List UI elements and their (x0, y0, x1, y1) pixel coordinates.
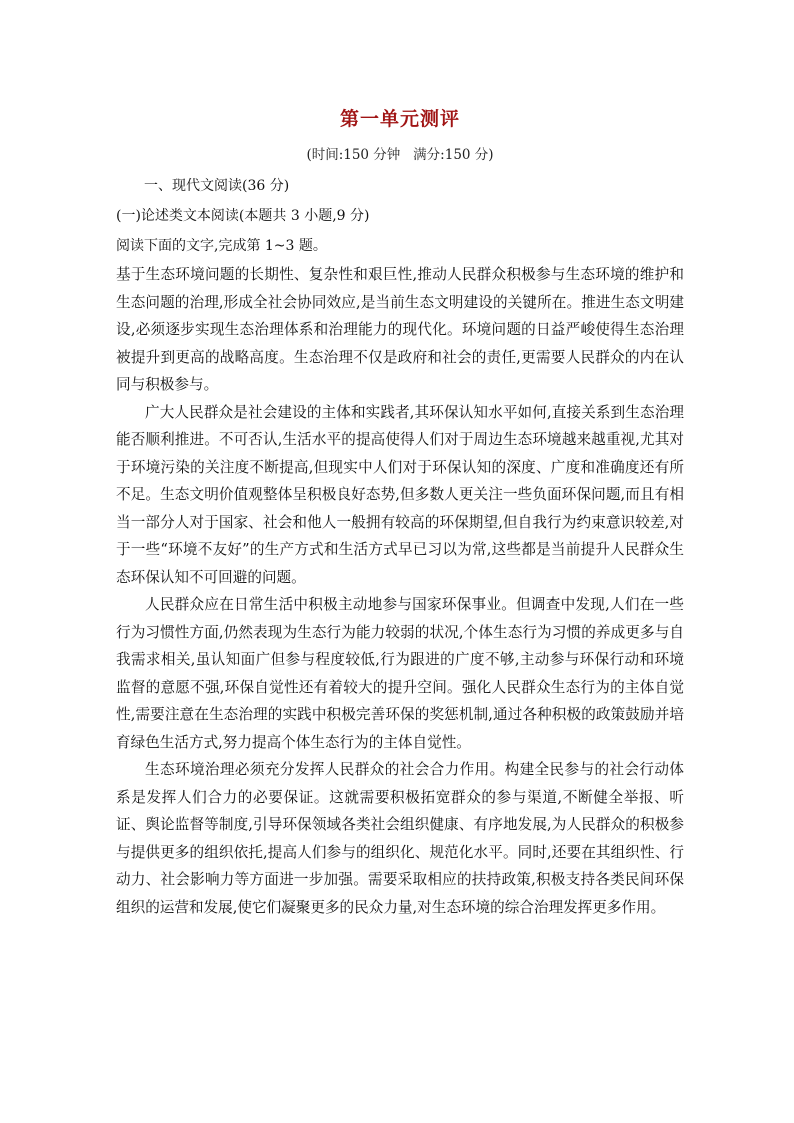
page-title: 第一单元测评 (339, 108, 460, 130)
paragraph-1: 基于生态环境问题的长期性、复杂性和艰巨性,推动人民群众积极参与生态环境的维护和生态问题的治理,形成全社会协同效应,是当前生态文明建设的关键所在。推进生态文明建设,必须逐步实现生态治理体系和治理能力的现代化。环境问题的日益严峻使得生态治理被提升到更高的战略高度。生态治理不仅是政府和社会的责任,更需要人民群众的内在认同与积极参与。 (116, 266, 684, 393)
paragraph-4: 生态环境治理必须充分发挥人民群众的社会合力作用。构建全民参与的社会行动体系是发挥人们合力的必要保证。这就需要积极拓宽群众的参与渠道,不断健全举报、听证、舆论监督等制度,引导环保领域各类社会组织健康、有序地发展,为人民群众的积极参与提供更多的组织依托,提高人们参与的组织化、规范化水平。同时,还要在其组织性、行动力、社会影响力等方面进一步加强。需要采取相应的扶持政策,积极支持各类民间环保组织的运营和发展,使它们凝聚更多的民众力量,对生态环境的综合治理发挥更多作用。 (116, 761, 684, 916)
section-heading: 一、现代文阅读(36 分) (144, 178, 290, 194)
reading-instruction: 阅读下面的文字,完成第 1~3 题。 (116, 238, 327, 254)
paragraph-2: 广大人民群众是社会建设的主体和实践者,其环保认知水平如何,直接关系到生态治理能否顺利推进。不可否认,生活水平的提高使得人们对于周边生态环境越来越重视,尤其对于环境污染的关注度不断提高,但现实中人们对于环保认知的深度、广度和准确度还有所不足。生态文明价值观整体呈积极良好态势,但多数人更关注一些负面环保问题,而且有相当一部分人对于国家、社会和他人一般拥有较高的环保期望,但自我行为约束意识较差,对于一些“环境不友好”的生产方式和生活方式早已习以为常,这些都是当前提升人民群众生态环保认知不可回避的问题。 (116, 403, 684, 586)
paragraph-3: 人民群众应在日常生活中积极主动地参与国家环保事业。但调查中发现,人们在一些行为习惯性方面,仍然表现为生态行为能力较弱的状况,个体生态行为习惯的养成更多与自我需求相关,虽认知面广但参与程度较低,行为跟进的广度不够,主动参与环保行动和环境监督的意愿不强,环保自觉性还有着较大的提升空间。强化人民群众生态行为的主体自觉性,需要注意在生态治理的实践中积极完善环保的奖惩机制,通过各种积极的政策鼓励并培育绿色生活方式,努力提高个体生态行为的主体自觉性。 (116, 596, 684, 751)
document-content (116, 104, 684, 921)
exam-time-score: (时间:150 分钟 满分:150 分) (306, 147, 494, 163)
sub-section-heading: (一)论述类文本阅读(本题共 3 小题,9 分) (116, 208, 370, 224)
